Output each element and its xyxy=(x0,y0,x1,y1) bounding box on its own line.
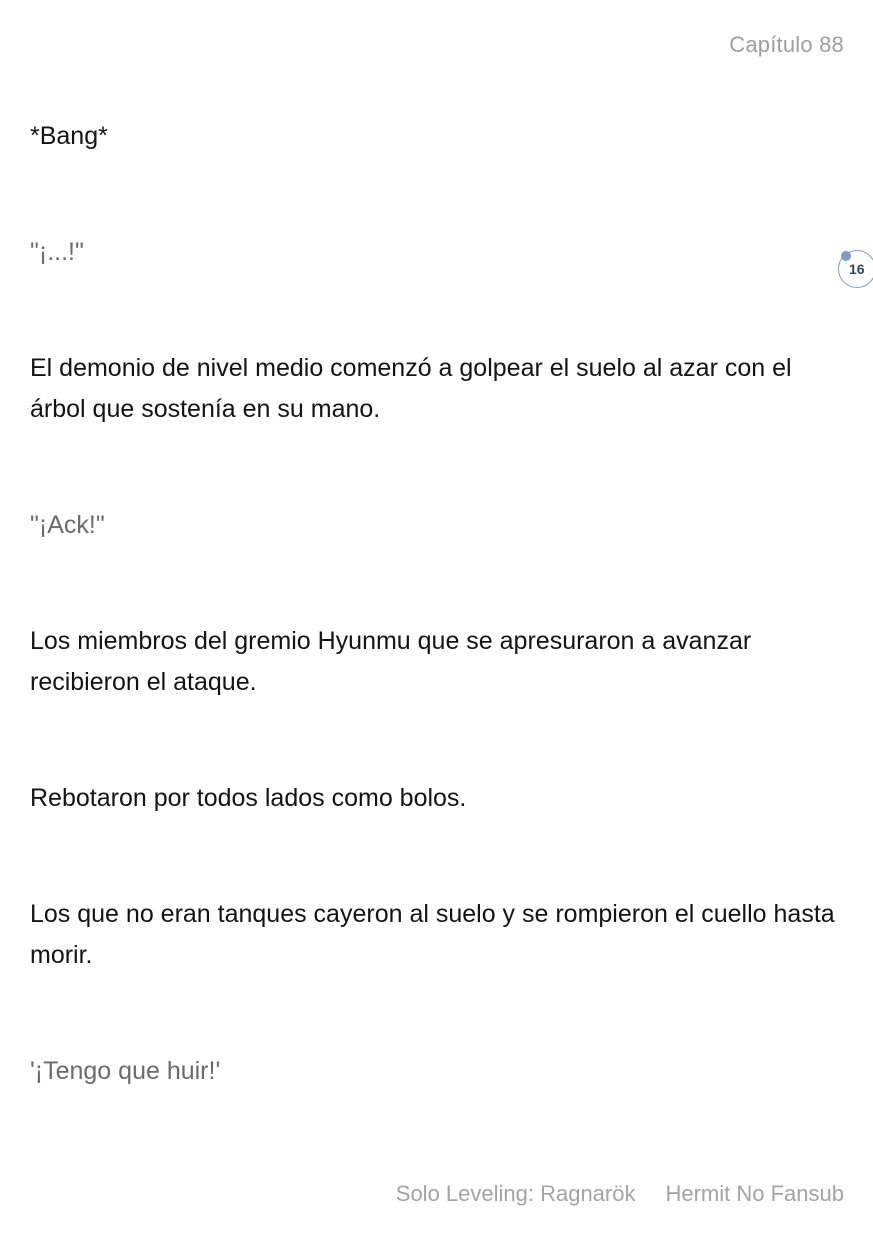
paragraph: '¡Tengo que huir!' xyxy=(30,1057,221,1085)
page-number: 16 xyxy=(849,261,865,277)
book-title: Solo Leveling: Ragnarök xyxy=(395,1181,636,1206)
paragraph: Los que no eran tanques cayeron al suelo y se rompieron el cuello hasta morir. xyxy=(30,900,835,969)
paragraph: "¡Ack!" xyxy=(30,511,105,539)
paragraph: El demonio de nivel medio comenzó a golpear el suelo al azar con el árbol que sostenía en su mano. xyxy=(30,354,792,423)
translator-credit: Hermit No Fansub xyxy=(665,1181,844,1206)
paragraph: Rebotaron por todos lados como bolos. xyxy=(30,784,467,812)
paragraph: Los miembros del gremio Hyunmu que se apresuraron a avanzar recibieron el ataque. xyxy=(30,627,752,696)
paragraph: *Bang* xyxy=(30,122,108,150)
page-number-badge[interactable] xyxy=(838,250,873,288)
chapter-title: Capítulo 88 xyxy=(729,32,844,57)
progress-dot-icon xyxy=(841,251,851,261)
footer xyxy=(396,1181,844,1207)
paragraph: "¡...!" xyxy=(30,238,84,266)
